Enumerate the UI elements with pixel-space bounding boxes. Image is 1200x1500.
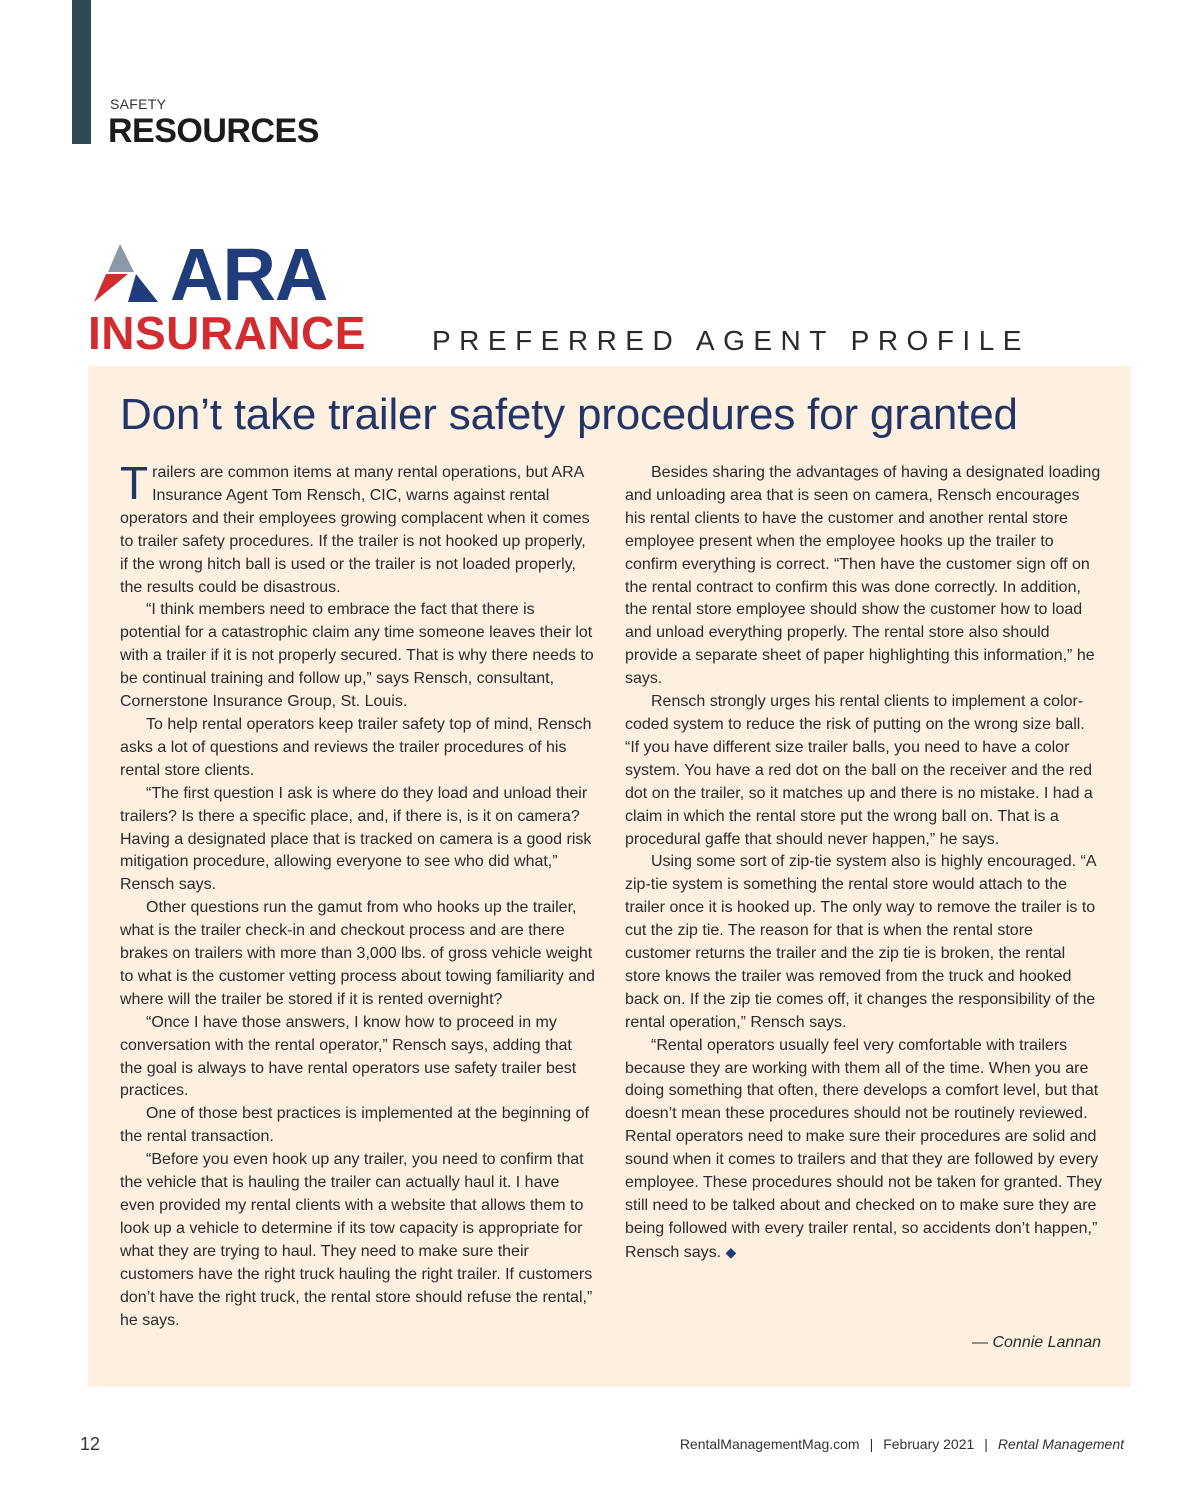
article-headline: Don’t take trailer safety procedures for granted bbox=[120, 390, 1018, 439]
section-label: SAFETY bbox=[110, 96, 167, 112]
logo-triangle-red bbox=[94, 274, 128, 302]
author-byline: — Connie Lannan bbox=[972, 1334, 1101, 1351]
article-column-right bbox=[625, 462, 1103, 1265]
page-footer bbox=[680, 1436, 1124, 1452]
article-paragraph: “Before you even hook up any trailer, you need to confirm that the vehicle that is hauling the trailer can actually haul it. I have even provided my rental clients with a website that allows them to look up a vehicle to determine if its tow capacity is appropriate for what they are trying to haul. They need to make sure their customers have the right truck hauling the right trailer. If customers don’t have the right truck, the rental store should refuse the rental,” he says. bbox=[120, 1151, 593, 1329]
end-mark-diamond-icon: ◆ bbox=[725, 1243, 737, 1260]
section-title: RESOURCES bbox=[108, 112, 319, 150]
section-accent-bar bbox=[72, 0, 91, 144]
article-column-left bbox=[120, 457, 598, 1332]
footer-magazine: Rental Management bbox=[997, 1436, 1124, 1452]
article-paragraph: “The first question I ask is where do they load and unload their trailers? Is there a specific place, and, if there is, is it on camera? Having a designated place that is tracked on camera is a good risk mitigation procedure, allowing everyone to see who did what,” Rensch says. bbox=[120, 784, 592, 894]
logo-triangle-navy bbox=[128, 274, 158, 302]
logo-insurance-text: INSURANCE bbox=[88, 307, 366, 359]
drop-cap: T bbox=[120, 457, 149, 509]
page-number: 12 bbox=[80, 1434, 101, 1454]
article-paragraph: “Rental operators usually feel very comfortable with trailers because they are working with them all of the time. When you are doing something that often, there develops a comfort level, but that doesn’t mean these procedures should not be routinely reviewed. Rental operators need to make sure their procedures are solid and sound when it comes to trailers and that they are followed by every employee. These procedures should not be taken for granted. They still need to be talked about and checked on to make sure they are being followed with every trailer rental, so accidents don’t happen,” Rensch says. ◆ bbox=[625, 1036, 1103, 1261]
article-paragraph: Using some sort of zip-tie system also is highly encouraged. “A zip-tie system is something the rental store would attach to the trailer once it is hooked up. The only way to remove the trailer is to cut the zip tie. The reason for that is when the rental store customer returns the trailer and the zip tie is broken, the rental store knows the trailer was removed from the truck and hooked back on. If the zip tie comes off, it changes the responsibility of the rental operation,” Rensch says. bbox=[625, 853, 1096, 1031]
article-paragraph: Other questions run the gamut from who hooks up the trailer, what is the trailer check-in and checkout process and are there brakes on trailers with more than 3,000 lbs. of gross vehicle weight to what is the customer vetting process about towing familiarity and where will the trailer be stored if it is rented overnight? bbox=[120, 899, 595, 1008]
article-paragraph: Besides sharing the advantages of having a designated loading and unloading area that is seen on camera, Rensch encourages his rental clients to have the customer and another rental store employee present when the employee hooks up the trailer to confirm everything is correct. “Then have the customer sign off on the rental contract to confirm this was done correctly. In addition, the rental store employee should show the customer how to load and unload everything properly. The rental store also should provide a separate sheet of paper highlighting this information,” he says. bbox=[625, 464, 1101, 688]
article-paragraph: “Once I have those answers, I know how to proceed in my conversation with the rental operator,” Rensch says, adding that the goal is always to have rental operators use safety trailer best practices. bbox=[120, 1013, 577, 1100]
footer-website: RentalManagementMag.com bbox=[679, 1436, 860, 1452]
preferred-agent-profile-tagline: PREFERRED AGENT PROFILE bbox=[432, 325, 1030, 356]
article-paragraph: “I think members need to embrace the fact that there is potential for a catastrophic claim any time someone leaves their lot with a trailer if it is not properly secured. That is why there needs to be continual training and follow up,” says Rensch, consultant, Cornerstone Insurance Group, St. Louis. bbox=[120, 601, 594, 711]
logo-ara-text: ARA bbox=[170, 233, 328, 316]
logo-triangle-gray bbox=[108, 244, 134, 272]
footer-separator: | bbox=[984, 1436, 988, 1452]
article-paragraph: One of those best practices is implemented at the beginning of the rental transaction. bbox=[120, 1105, 589, 1146]
footer-date: February 2021 bbox=[883, 1436, 975, 1452]
footer-separator: | bbox=[869, 1436, 874, 1452]
article-paragraph: Trailers are common items at many rental operations, but ARA Insurance Agent Tom Rensch, CIC, warns against rental operators and their employees growing complacent when it comes to trailer safety procedures. If the trailer is not hooked up properly, if the wrong hitch ball is used or the trailer is not loaded properly, the results could be disastrous. bbox=[120, 457, 590, 596]
article-paragraph: Rensch strongly urges his rental clients to implement a color-coded system to reduce the risk of putting on the wrong size ball. “If you have different size trailer balls, you need to have a color system. You have a red dot on the ball on the receiver and the red dot on the trailer, so it matches up and there is no mistake. I had a claim in which the rental store put the wrong ball on. That is a procedural gaffe that should never happen,” he says. bbox=[625, 693, 1093, 848]
article-paragraph: To help rental operators keep trailer safety top of mind, Rensch asks a lot of questions and reviews the trailer procedures of his rental store clients. bbox=[120, 715, 592, 779]
